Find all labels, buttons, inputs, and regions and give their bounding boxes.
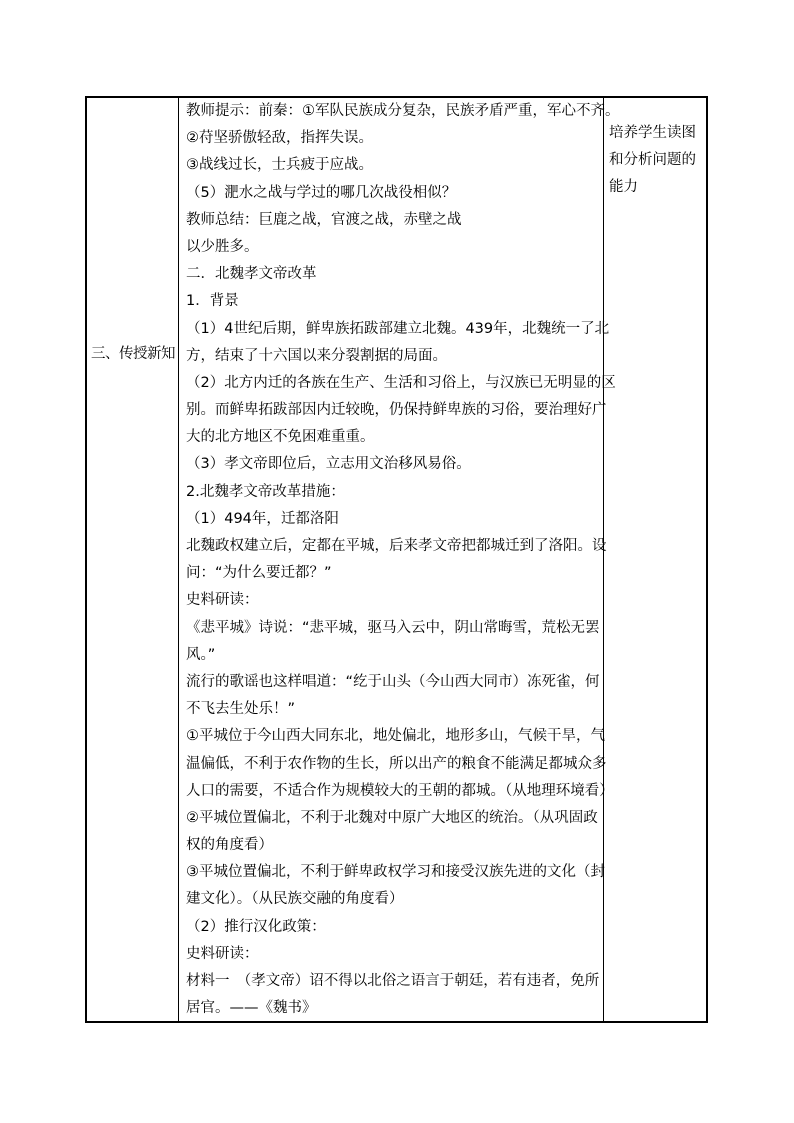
content-line: 别。而鲜卑拓跋部因内迁较晚，仍保持鲜卑族的习俗，要治理好广: [186, 402, 607, 419]
content-line: 居官。——《魏书》: [186, 1000, 317, 1017]
content-line: 《悲平城》诗说：“悲平城，驱马入云中，阴山常晦雪，荒松无罢: [186, 619, 600, 636]
content-line: （1）4世纪后期，鲜卑族拓跋部建立北魏。439年，北魏统一了北: [186, 320, 610, 337]
content-line: 温偏低，不利于农作物的生长，所以出产的粮食不能满足都城众多: [186, 755, 607, 772]
content-line: 流行的歌谣也这样唱道：“纥于山头（今山西大同市）冻死雀，何: [186, 673, 600, 690]
content-line: （2）推行汉化政策：: [186, 918, 326, 935]
content-line: ②苻坚骄傲轻敌，指挥失误。: [186, 130, 373, 147]
goal-column: [605, 98, 708, 1021]
content-line: 北魏政权建立后，定都在平城，后来孝文帝把都城迁到了洛阳。设: [186, 538, 607, 554]
stage-label: 三、传授新知: [91, 346, 175, 362]
goal-line: 能力: [609, 179, 638, 195]
content-line: 问：“为什么要迁都？”: [186, 565, 332, 582]
content-line: ①平城位于今山西大同东北，地处偏北，地形多山，气候干旱，气: [186, 728, 605, 745]
content-line: 史料研读：: [186, 945, 259, 962]
content-line: ②平城位置偏北，不利于北魏对中原广大地区的统治。（从巩固政: [186, 809, 598, 826]
content-line: （2）北方内迁的各族在生产、生活和习俗上，与汉族已无明显的区: [186, 374, 616, 391]
content-line: （1）494年，迁都洛阳: [186, 510, 339, 527]
content-line: ③平城位置偏北，不利于鲜卑政权学习和接受汉族先进的文化（封: [186, 864, 605, 881]
content-line: 材料一 （孝文帝）诏不得以北俗之语言于朝廷，若有违者，免所: [186, 973, 600, 989]
content-lines: [186, 98, 620, 1022]
lesson-table: [85, 96, 708, 1023]
content-line: 权的角度看）: [186, 837, 273, 854]
goal-line: 和分析问题的: [609, 152, 696, 168]
content-line: 大的北方地区不免困难重重。: [186, 429, 375, 446]
content-line: 1．背景: [186, 293, 239, 310]
content-line: 教师总结：巨鹿之战，官渡之战，赤壁之战: [186, 211, 462, 228]
content-line: 二．北魏孝文帝改革: [186, 266, 317, 283]
column-divider-right: [603, 98, 604, 1021]
content-column: [179, 98, 620, 1021]
content-line: 建文化）。（从民族交融的角度看）: [186, 891, 404, 908]
goal-line: 培养学生读图: [609, 125, 696, 141]
content-line: 方，结束了十六国以来分裂割据的局面。: [186, 347, 447, 364]
stage-column: [87, 98, 178, 1021]
content-line: ③战线过长，士兵疲于应战。: [186, 157, 373, 174]
content-line: 史料研读：: [186, 592, 259, 609]
content-line: （5）淝水之战与学过的哪几次战役相似？: [186, 184, 457, 201]
content-line: 教师提示：前秦：①军队民族成分复杂，民族矛盾严重，军心不齐。: [186, 103, 620, 119]
content-line: 不飞去生处乐！”: [186, 701, 296, 718]
content-line: 2.北魏孝文帝改革措施：: [186, 483, 345, 500]
content-line: 人口的需要，不适合作为规模较大的王朝的都城。（从地理环境看）: [186, 782, 614, 799]
goal-text: [609, 120, 705, 201]
content-line: 风。”: [186, 646, 216, 663]
content-line: 以少胜多。: [186, 238, 259, 255]
content-line: （3）孝文帝即位后，立志用文治移风易俗。: [186, 456, 471, 473]
